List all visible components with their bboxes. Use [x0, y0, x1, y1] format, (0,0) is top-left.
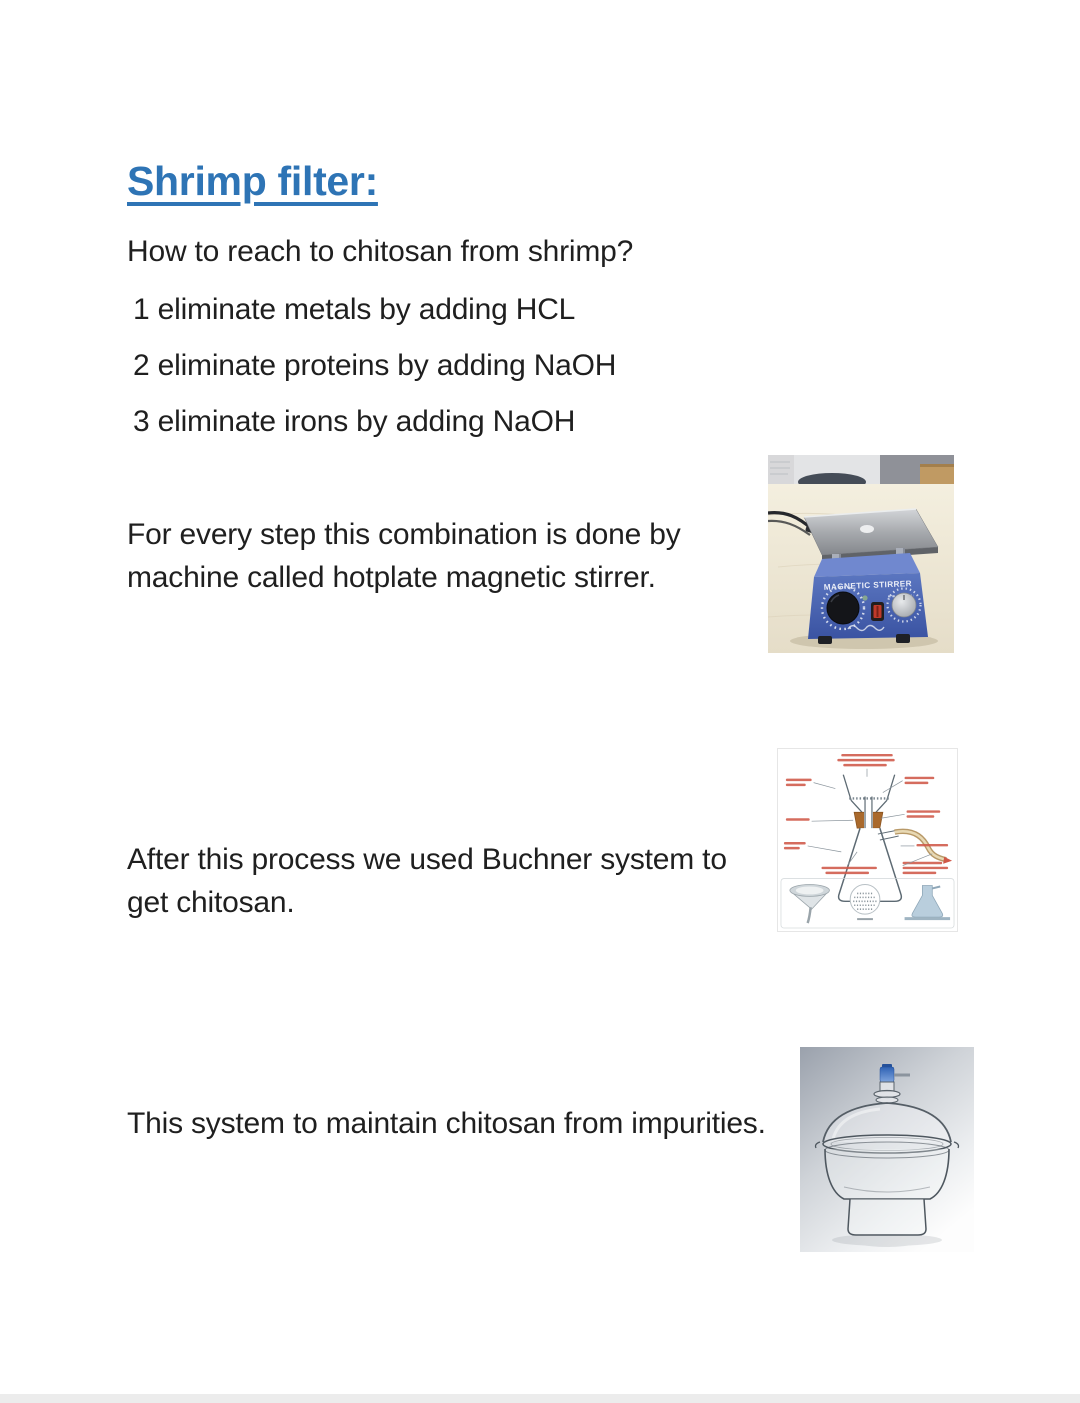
- paragraph-hotplate: For every step this combination is done by machine called hotplate magnetic stirrer.: [127, 518, 681, 594]
- control-dial: [827, 592, 859, 624]
- buchner-filtration-system-diagram: [777, 748, 958, 932]
- hotplate-device-label: MAGNETIC STIRRER: [823, 579, 913, 592]
- paragraph-buchner: After this process we used Buchner system to get chitosan.: [127, 843, 727, 919]
- document-bottom-gutter: [0, 1394, 1080, 1403]
- step-item-2: 2 eliminate proteins by adding NaOH: [133, 349, 617, 382]
- buchner-diagram-drawing: [778, 749, 957, 931]
- paragraph-desiccator: This system to maintain chitosan from impurities.: [127, 1107, 766, 1140]
- step-item-3: 3 eliminate irons by adding NaOH: [133, 405, 576, 438]
- hotplate-magnetic-stirrer-photo: [768, 455, 954, 653]
- question-text: How to reach to chitosan from shrimp?: [127, 235, 634, 268]
- page-title: Shrimp filter:: [127, 158, 378, 205]
- step-item-1: 1 eliminate metals by adding HCL: [133, 293, 576, 326]
- reflection: [832, 1234, 942, 1246]
- desiccator-drawing: [800, 1047, 974, 1252]
- glass-desiccator-photo: [800, 1047, 974, 1252]
- hotplate-photo-drawing: [768, 455, 954, 653]
- desiccator-base: [848, 1199, 926, 1235]
